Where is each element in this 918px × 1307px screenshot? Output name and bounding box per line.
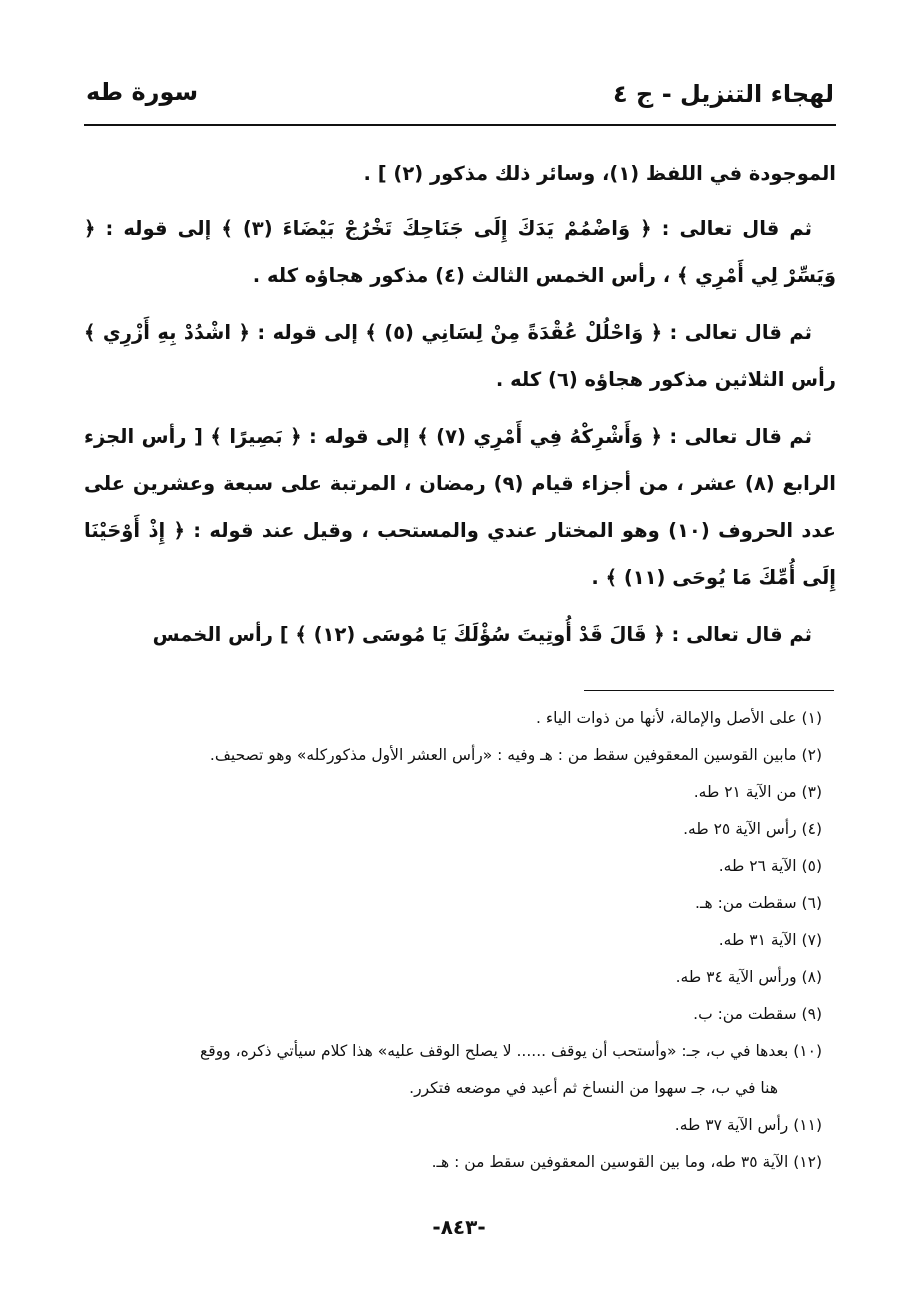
- footnote-number: (٩): [801, 1005, 822, 1023]
- paragraph: ثم قال تعالى : ﴿ وَاضْمُمْ يَدَكَ إِلَى جَنَاحِكَ تَخْرُجْ بَيْضَاءَ (٣) ﴾ إلى قوله : ﴿ وَيَسِّرْ لِي أَمْرِي ﴾ ، رأس الخمس الثالث (٤) مذكور هجاؤه كله .: [84, 217, 836, 287]
- header-divider: [84, 124, 836, 126]
- footnotes: [84, 700, 836, 1181]
- footnote-divider: [584, 690, 834, 691]
- footnote: [84, 885, 836, 922]
- surah-name: سورة طه: [86, 78, 199, 106]
- footnote-number: (١٠): [793, 1042, 822, 1060]
- footnote-text: رأس الآية ٢٥ طه.: [683, 820, 797, 838]
- footnote: [84, 1033, 836, 1107]
- footnote-number: (٨): [801, 968, 822, 986]
- footnote: [84, 1107, 836, 1144]
- footnote-number: (٤): [801, 820, 822, 838]
- footnote-text: بعدها في ب، جـ: «وأستحب أن يوقف ...... لا يصلح الوقف عليه» هذا كلام سيأتي ذكره، ووقع: [200, 1042, 789, 1060]
- footnote-text: الآية ٣٥ طه، وما بين القوسين المعقوفين سقط من : هـ.: [431, 1153, 789, 1171]
- footnote-text: مابين القوسين المعقوفين سقط من : هـ وفيه : «رأس العشر الأول مذكوركله» وهو تصحيف.: [209, 746, 797, 764]
- main-text: [84, 150, 836, 668]
- footnote-continuation: هنا في ب، جـ سهوا من النساخ ثم أعيد في موضعه فتكرر.: [409, 1079, 778, 1097]
- footnote-text: على الأصل والإمالة، لأنها من ذوات الياء .: [536, 709, 797, 727]
- paragraph: الموجودة في اللفظ (١)، وسائر ذلك مذكور (٢) ] .: [363, 162, 836, 185]
- footnote-number: (١): [801, 709, 822, 727]
- footnote-text: سقطت من: هـ.: [695, 894, 797, 912]
- footnote-text: الآية ٢٦ طه.: [718, 857, 797, 875]
- paragraph: ثم قال تعالى : ﴿ وَأَشْرِكْهُ فِي أَمْرِي (٧) ﴾ إلى قوله : ﴿ بَصِيرًا ﴾ [ رأس الجزء الرابع (٨) عشر ، من أجزاء قيام (٩) رمضان ، المرتبة على سبعة وعشرين على عدد الحروف (١٠) وهو المختار عندي والمستحب ، وقيل عند قوله : ﴿ إِذْ أَوْحَيْنَا إِلَى أُمِّكَ مَا يُوحَى (١١) ﴾ .: [84, 425, 836, 589]
- footnote: [84, 959, 836, 996]
- paragraph: ثم قال تعالى : ﴿ وَاحْلُلْ عُقْدَةً مِنْ لِسَانِي (٥) ﴾ إلى قوله : ﴿ اشْدُدْ بِهِ أَزْرِي ﴾ رأس الثلاثين مذكور هجاؤه (٦) كله .: [84, 321, 836, 391]
- footnote-text: سقطت من: ب.: [693, 1005, 797, 1023]
- footnote: [84, 774, 836, 811]
- footnote-number: (٧): [801, 931, 822, 949]
- footnote: [84, 922, 836, 959]
- footnote-number: (٣): [801, 783, 822, 801]
- paragraph: ثم قال تعالى : ﴿ قَالَ قَدْ أُوتِيتَ سُؤْلَكَ يَا مُوسَى (١٢) ﴾ ] رأس الخمس: [152, 623, 812, 646]
- footnote-text: من الآية ٢١ طه.: [693, 783, 797, 801]
- footnote-text: رأس الآية ٣٧ طه.: [674, 1116, 789, 1134]
- footnote-number: (٦): [801, 894, 822, 912]
- footnote: [84, 1144, 836, 1181]
- footnote: [84, 737, 836, 774]
- footnote-text: ورأس الآية ٣٤ طه.: [675, 968, 797, 986]
- footnote-number: (٢): [801, 746, 822, 764]
- footnote: [84, 996, 836, 1033]
- footnote: [84, 848, 836, 885]
- footnote-text: الآية ٣١ طه.: [718, 931, 797, 949]
- footnote-number: (١٢): [793, 1153, 822, 1171]
- footnote: [84, 811, 836, 848]
- page-number: -٨٤٣-: [432, 1215, 486, 1239]
- footnote-number: (٥): [801, 857, 822, 875]
- footnote-number: (١١): [793, 1116, 822, 1134]
- book-title: لهجاء التنزيل - ج ٤: [613, 80, 834, 108]
- footnote: [84, 700, 836, 737]
